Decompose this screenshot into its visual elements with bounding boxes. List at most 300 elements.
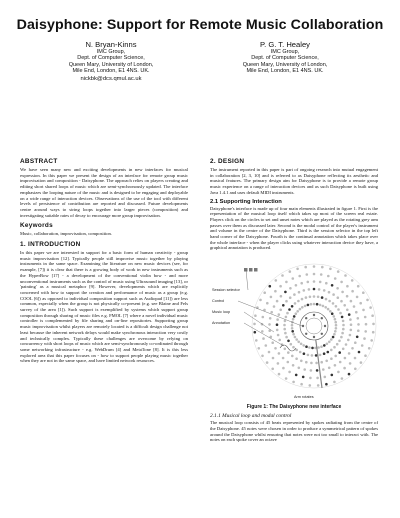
note-dot	[334, 330, 337, 333]
note-dot	[261, 355, 264, 358]
instrument-selector-dot	[313, 314, 315, 316]
note-dot	[341, 377, 344, 380]
note-dot	[294, 336, 297, 339]
daisyphone-figure	[210, 254, 378, 402]
note-dot	[357, 317, 360, 320]
note-dot	[351, 279, 354, 282]
note-dot	[327, 275, 330, 278]
note-dot	[343, 304, 346, 307]
note-dot	[268, 351, 271, 354]
figure-label: Annotation	[212, 321, 231, 326]
note-dot	[270, 296, 273, 299]
note-dot	[295, 358, 298, 361]
note-dot	[300, 360, 303, 363]
note-dot	[342, 348, 345, 351]
note-dot	[292, 277, 295, 280]
note-dot	[346, 295, 349, 298]
note-dot	[282, 304, 285, 307]
instrument-selector-dot	[313, 336, 315, 338]
note-dot	[324, 376, 327, 379]
note-dot	[309, 296, 312, 299]
note-dot	[311, 347, 314, 350]
note-dot	[285, 316, 288, 319]
note-dot	[335, 305, 338, 308]
note-dot	[320, 361, 323, 364]
right-column	[210, 158, 378, 445]
note-dot	[334, 318, 337, 321]
note-dot	[346, 285, 349, 288]
note-dot	[304, 266, 307, 269]
author-affiliation-line: Dept. of Computer Science,	[251, 55, 319, 62]
note-dot	[315, 354, 318, 357]
instrument-selector-dot	[321, 317, 323, 319]
note-dot	[331, 374, 334, 377]
note-dot	[278, 373, 281, 376]
note-dot	[323, 289, 326, 292]
note-dot	[313, 265, 316, 268]
note-dot	[285, 281, 288, 284]
note-dot	[354, 357, 357, 360]
note-dot	[332, 302, 335, 305]
note-dot	[335, 324, 338, 327]
note-dot	[259, 299, 262, 302]
note-dot	[307, 304, 310, 307]
note-dot	[343, 367, 346, 370]
note-dot	[339, 361, 342, 364]
author-email: nickbk@dcs.qmul.ac.uk	[80, 75, 142, 82]
note-dot	[301, 306, 304, 309]
note-dot	[302, 376, 305, 379]
note-dot	[295, 338, 298, 341]
note-dot	[271, 368, 274, 371]
note-dot	[342, 320, 345, 323]
note-dot	[330, 338, 333, 341]
note-dot	[268, 323, 271, 326]
note-dot	[292, 364, 295, 367]
note-dot	[276, 300, 279, 303]
note-dot	[307, 281, 310, 284]
note-dot	[290, 343, 293, 346]
note-dot	[315, 362, 318, 365]
note-dot	[310, 369, 313, 372]
note-dot	[263, 292, 266, 295]
note-dot	[266, 361, 269, 364]
note-dot	[319, 304, 322, 307]
note-dot	[311, 354, 314, 357]
note-dot	[277, 334, 280, 337]
note-dot	[331, 313, 334, 316]
note-dot	[317, 346, 320, 349]
instrument-selector-dot	[305, 333, 307, 335]
note-dot	[337, 308, 340, 311]
note-dot	[296, 268, 299, 271]
note-dot	[291, 330, 294, 333]
note-dot	[308, 288, 311, 291]
note-dot	[308, 346, 311, 349]
note-dot	[288, 308, 291, 311]
note-dot	[289, 270, 292, 273]
note-dot	[270, 311, 273, 314]
note-dot	[336, 343, 339, 346]
note-dot	[279, 309, 282, 312]
introduction-text: In this paper we are interested in support for a basic form of human creativity - group music improvisation [12]. Typically people still improvise music together by playing instruments in the same space. Examining the literature on new music devices (see, for example, [7]) it is clear that there is a growing body of work in new instruments such as the HyperBow [17] - a development of the conventional violin bow - and more unconventional instruments such as the control of music using Ultrasound imaging [13], or 'painting' as a musical metaphor [9]. However, developments which are explicitly concerned with how to support the creation and performance of music as a group (e.g. COOL [6]) as opposed to individual composition support such as Audiopad [11]) are less common, especially when the group is not physically co-present (e.g. see Blaine and Fels survey of the area [1]). Such support is exemplified by systems which support group composition through sharing of music files e.g. FMOL [7] where a novel individual music controller is complemented by file sharing and on-line repositories. Supporting group music improvisation whilst players are remotely located is a difficult design challenge not least because the inherent network delays would make synchronous interaction very costly and technically complex. Typically these challenges are overcome by relying on concurrency with short loops of music which are semi-synchronously co-ordinated through some networking infrastructure - e.g. WebDrum [4] and MetaTone [8]. It is this less explored area that this paper focuses on - how to support people playing music together when they are not in the same space, and have limited network resources.	[20, 250, 188, 364]
note-dot	[254, 331, 257, 334]
note-dot	[275, 279, 278, 282]
note-dot	[365, 323, 368, 326]
note-dot	[348, 373, 351, 376]
note-dot	[332, 336, 335, 339]
note-dot	[285, 300, 288, 303]
note-dot	[282, 357, 285, 360]
note-dot	[291, 355, 294, 358]
note-dot	[295, 374, 298, 377]
note-dot	[299, 351, 302, 354]
note-dot	[284, 291, 287, 294]
note-dot	[292, 333, 295, 336]
note-dot	[321, 296, 324, 299]
note-dot	[266, 302, 269, 305]
note-dot	[274, 347, 277, 350]
abstract-text: We have seen many new and exciting developments in new interfaces for musical expression. In this paper we present the design of an interface for remote group music improvisation and composition - Daisyphone. The approach relies on players creating and editing short shared loops of music which are semi-synchronously updated. The interface emphasizes the looping nature of the music and is designed to be engaging and deployable on a wide range of interaction devices. Observations of the use of the tool with different levels of persistence of contribution are reported and discussed. Future developments centre around ways to string loops together into larger pieces (composition) and investigating suitable rates of decay to encourage more group improvisation.	[20, 167, 188, 218]
author-affiliation-line: IMC Group,	[96, 49, 126, 55]
control-disc	[300, 312, 328, 340]
note-dot	[300, 343, 303, 346]
author-name: N. Bryan-Kinns	[85, 40, 137, 49]
loop-heading: 2.1.1 Musical loop and modal control	[210, 413, 292, 420]
note-dot	[297, 341, 300, 344]
keywords-text: Music, collaboration, improvisation, composition.	[20, 231, 112, 237]
note-dot	[348, 313, 351, 316]
note-dot	[329, 310, 332, 313]
note-dot	[360, 361, 363, 364]
author-affiliation-line: Queen Mary, University of London,	[68, 61, 154, 68]
note-dot	[282, 367, 285, 370]
note-dot	[288, 371, 291, 374]
figure-label: Control	[212, 299, 225, 304]
note-dot	[303, 353, 306, 356]
note-dot	[334, 277, 337, 280]
author-affiliation-line: Queen Mary, University of London,	[242, 61, 328, 68]
note-dot	[331, 284, 334, 287]
note-dot	[341, 291, 344, 294]
note-dot	[323, 353, 326, 356]
note-dot	[303, 368, 306, 371]
note-dot	[324, 306, 327, 309]
note-dot	[349, 318, 352, 321]
note-dot	[313, 280, 316, 283]
figure-label: Music loop	[212, 310, 231, 315]
label-pointer-line	[246, 270, 248, 290]
note-dot	[328, 291, 331, 294]
note-dot	[317, 384, 320, 387]
author-block	[31, 40, 191, 82]
note-dot	[326, 343, 329, 346]
note-dot	[295, 349, 298, 352]
note-dot	[346, 309, 349, 312]
note-dot	[353, 305, 356, 308]
note-dot	[319, 354, 322, 357]
note-dot	[316, 377, 319, 380]
note-dot	[309, 384, 312, 387]
note-dot	[265, 344, 268, 347]
note-dot	[358, 351, 361, 354]
note-dot	[334, 355, 337, 358]
note-dot	[335, 327, 338, 330]
note-dot	[298, 291, 301, 294]
note-dot	[349, 334, 352, 337]
note-dot	[293, 293, 296, 296]
author-name: P. G. T. Healey	[260, 40, 310, 49]
note-dot	[319, 281, 322, 284]
note-dot	[310, 303, 313, 306]
note-dot	[334, 321, 337, 324]
note-dot	[291, 305, 294, 308]
note-dot	[253, 323, 256, 326]
note-dot	[349, 362, 352, 365]
note-dot	[287, 340, 290, 343]
note-dot	[369, 306, 372, 309]
note-dot	[313, 273, 316, 276]
note-dot	[281, 274, 284, 277]
note-dot	[356, 336, 359, 339]
note-dot	[328, 300, 331, 303]
paper-title: Daisyphone: Support for Remote Music Collaboration	[16, 17, 384, 33]
note-dot	[284, 332, 287, 335]
note-dot	[306, 273, 309, 276]
left-column	[20, 158, 188, 366]
note-dot	[289, 287, 292, 290]
session-selector-box	[249, 268, 253, 272]
note-dot	[302, 344, 305, 347]
note-dot	[316, 303, 319, 306]
note-dot	[278, 313, 281, 316]
supporting-heading: 2.1 Supporting Interaction	[210, 198, 282, 205]
note-dot	[354, 342, 357, 345]
note-dot	[283, 328, 286, 331]
note-dot	[364, 355, 367, 358]
note-dot	[294, 302, 297, 305]
note-dot	[356, 296, 359, 299]
note-dot	[303, 289, 306, 292]
note-dot	[276, 318, 279, 321]
note-dot	[262, 316, 265, 319]
note-dot	[347, 339, 350, 342]
note-dot	[272, 357, 275, 360]
design-text: The instrument reported in this paper is part of ongoing research into mutual engagement in collaboration [2, 3, 10] and is referred to as Daisyphone reflecting its aesthetic and musical features. The primary design aim for Daisyphone is to provide a remote group music experience on a range of interaction devices and as such Daisyphone is built using Java 1.4.1 and uses default MIDI instruments.	[210, 167, 378, 195]
note-dot	[285, 336, 288, 339]
note-dot	[337, 297, 340, 300]
note-dot	[300, 383, 303, 386]
note-dot	[363, 337, 366, 340]
note-dot	[301, 298, 304, 301]
label-pointer-line	[238, 301, 302, 326]
loop-text: The musical loop consists of 45 beats represented by spokes radiating from the centre of the Daisyphone. 45 notes were chosen in order to produce a symmetrical pattern of spokes around the Daisyphone whilst ensuring that notes were not too small to interact with. The notes on each spoke cover an octave	[210, 420, 378, 443]
note-dot	[340, 336, 343, 339]
note-dot	[351, 347, 354, 350]
note-dot	[327, 308, 330, 311]
figure-label: Arm rotates	[294, 395, 314, 400]
note-dot	[293, 315, 296, 318]
note-dot	[333, 346, 336, 349]
abstract-heading: ABSTRACT	[20, 158, 58, 165]
note-dot	[357, 330, 360, 333]
instrument-selector-dot	[305, 317, 307, 319]
note-dot	[340, 300, 343, 303]
note-dot	[298, 275, 301, 278]
note-dot	[313, 295, 316, 298]
note-dot	[330, 349, 333, 352]
note-dot	[329, 268, 332, 271]
note-dot	[313, 288, 316, 291]
note-dot	[325, 383, 328, 386]
note-dot	[337, 270, 340, 273]
note-dot	[295, 313, 298, 316]
note-dot	[322, 368, 325, 371]
note-dot	[299, 308, 302, 311]
note-dot	[354, 368, 357, 371]
note-dot	[342, 328, 345, 331]
note-dot	[280, 295, 283, 298]
note-dot	[325, 360, 328, 363]
note-dot	[321, 266, 324, 269]
note-dot	[300, 282, 303, 285]
note-dot	[336, 287, 339, 290]
note-dot	[277, 362, 280, 365]
note-dot	[351, 290, 354, 293]
note-dot	[350, 329, 353, 332]
note-dot	[292, 381, 295, 384]
note-dot	[364, 330, 367, 333]
note-dot	[284, 348, 287, 351]
note-dot	[279, 285, 282, 288]
note-dot	[357, 285, 360, 288]
note-dot	[287, 361, 290, 364]
note-dot	[269, 317, 272, 320]
note-dot	[371, 315, 374, 318]
note-dot	[305, 296, 308, 299]
note-dot	[339, 312, 342, 315]
note-dot	[298, 367, 301, 370]
note-dot	[305, 361, 308, 364]
note-dot	[296, 310, 299, 313]
note-dot	[305, 346, 308, 349]
note-dot	[323, 344, 326, 347]
author-block	[205, 40, 365, 75]
note-dot	[304, 305, 307, 308]
note-dot	[254, 315, 257, 318]
session-selector-box	[244, 268, 248, 272]
note-dot	[328, 341, 331, 344]
note-dot	[318, 288, 321, 291]
note-dot	[368, 347, 371, 350]
note-dot	[316, 369, 319, 372]
author-affiliation-line: IMC Group,	[270, 49, 300, 55]
note-dot	[357, 323, 360, 326]
note-dot	[307, 354, 310, 357]
note-dot	[362, 292, 365, 295]
note-dot	[345, 343, 348, 346]
note-dot	[333, 333, 336, 336]
note-dot	[350, 300, 353, 303]
note-dot	[313, 303, 316, 306]
note-dot	[291, 327, 294, 330]
instrument-selector-dot	[302, 325, 304, 327]
note-dot	[340, 281, 343, 284]
note-dot	[364, 316, 367, 319]
introduction-heading: 1. INTRODUCTION	[20, 241, 81, 249]
note-dot	[261, 330, 264, 333]
note-dot	[255, 339, 258, 342]
note-dot	[286, 312, 289, 315]
note-dot	[310, 362, 313, 365]
keywords-heading: Keywords	[20, 222, 53, 230]
note-dot	[337, 371, 340, 374]
note-dot	[361, 344, 364, 347]
note-dot	[350, 324, 353, 327]
note-dot	[327, 351, 330, 354]
figure-caption: Figure 1: The Daisyphone new interface	[246, 404, 342, 411]
note-dot	[273, 305, 276, 308]
note-dot	[344, 357, 347, 360]
note-dot	[333, 381, 336, 384]
note-dot	[320, 273, 323, 276]
note-dot	[292, 318, 295, 321]
note-dot	[338, 351, 341, 354]
note-dot	[295, 284, 298, 287]
note-dot	[276, 329, 279, 332]
note-dot	[344, 274, 347, 277]
note-dot	[341, 316, 344, 319]
note-dot	[338, 340, 341, 343]
note-dot	[278, 352, 281, 355]
note-dot	[332, 293, 335, 296]
note-dot	[292, 346, 295, 349]
note-dot	[284, 320, 287, 323]
supporting-text: Daisyphone's interface is made up of four main elements illustrated in figure 1. First is the representation of the musical loop itself which takes up most of the screen real estate. Players click on the circles to set and unset notes which are played as the rotating grey arm passes over them as discussed later. Second is the modal control of the player's instrument and volume in the centre of the Daisyphone. Third is the session selector in the top left hand corner of the Daisyphone. Fourth is the continual annotation which takes place over the whole interface - when the player clicks using whatever interaction device they have, a graphical annotation is produced.	[210, 205, 378, 251]
note-dot	[317, 296, 320, 299]
note-dot	[258, 347, 261, 350]
author-affiliation-line: Mile End, London, E1 4NS. UK.	[246, 68, 324, 75]
instrument-selector-dot	[321, 333, 323, 335]
note-dot	[342, 324, 345, 327]
author-affiliation-line: Dept. of Computer Science,	[77, 55, 145, 62]
note-dot	[328, 367, 331, 370]
note-dot	[291, 324, 294, 327]
note-dot	[366, 299, 369, 302]
note-dot	[309, 377, 312, 380]
note-dot	[287, 351, 290, 354]
label-pointer-line	[244, 312, 274, 332]
note-dot	[271, 342, 274, 345]
note-dot	[278, 339, 281, 342]
note-dot	[325, 282, 328, 285]
note-dot	[362, 309, 365, 312]
note-dot	[276, 324, 279, 327]
daisyphone-diagram	[210, 254, 378, 402]
note-dot	[285, 377, 288, 380]
note-dot	[262, 337, 265, 340]
note-dot	[370, 339, 373, 342]
note-dot	[341, 332, 344, 335]
note-dot	[372, 331, 375, 334]
design-heading: 2. DESIGN	[210, 158, 245, 165]
note-dot	[333, 315, 336, 318]
instrument-selector-dot	[324, 325, 326, 327]
figure-label: Session selector	[212, 288, 240, 293]
note-dot	[320, 346, 323, 349]
note-dot	[359, 302, 362, 305]
note-dot	[348, 352, 351, 355]
